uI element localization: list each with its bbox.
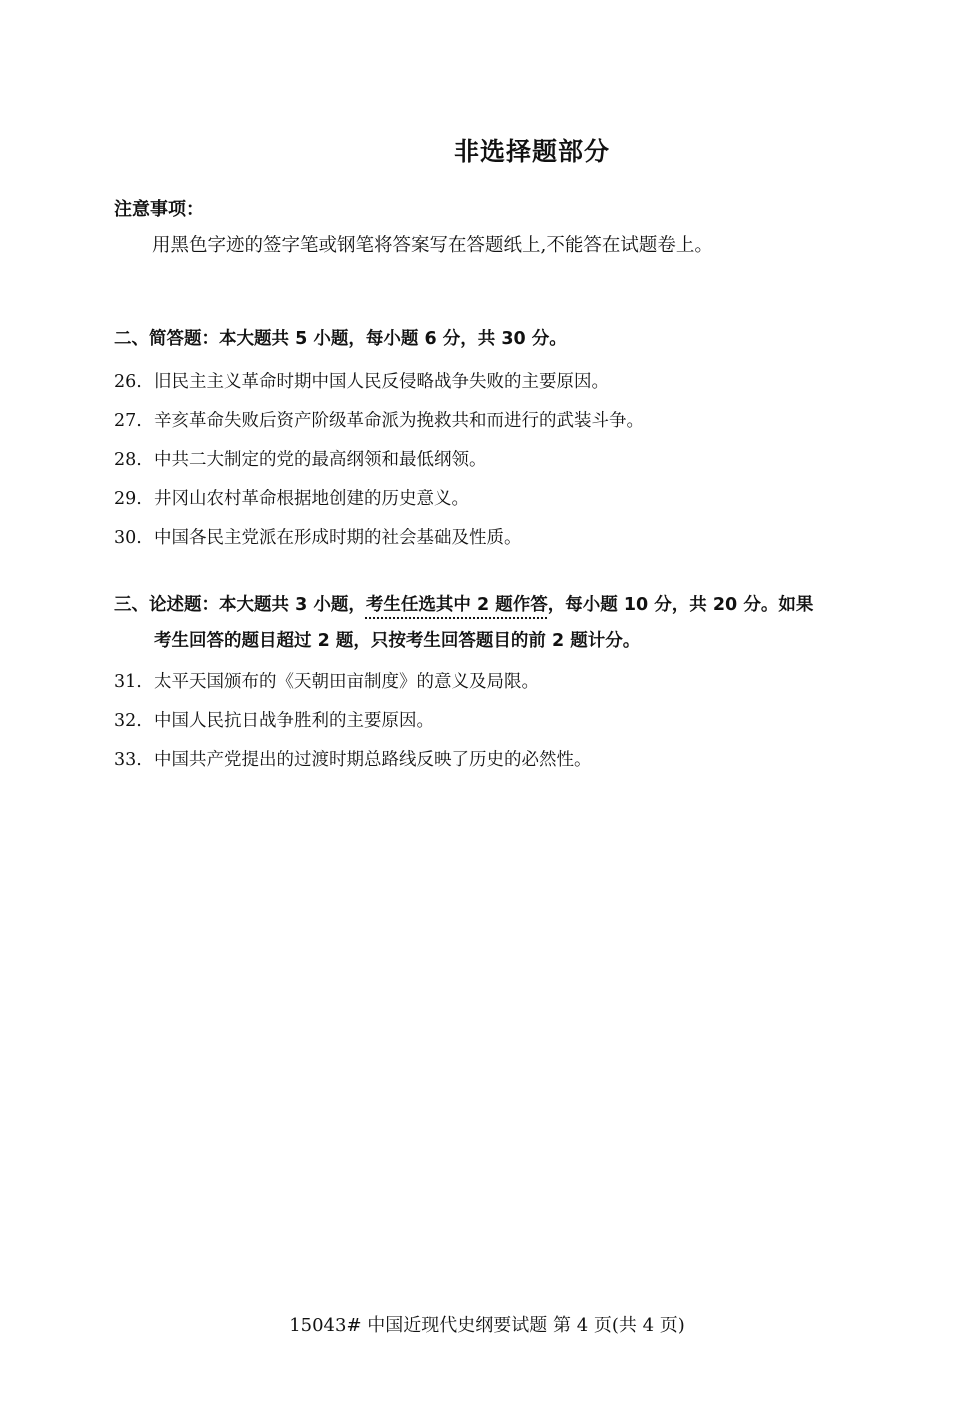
section-3-heading xyxy=(114,587,813,659)
question-number: 30. xyxy=(114,528,142,548)
question-text: 旧民主主义革命时期中国人民反侵略战争失败的主要原因。 xyxy=(154,372,609,392)
notice-heading: 注意事项： xyxy=(114,199,204,220)
section-3-heading-part2: ，每小题 10 分，共 20 分。如果 xyxy=(547,595,814,615)
question-number: 32. xyxy=(114,711,142,731)
question-26 xyxy=(114,368,609,393)
question-number: 33. xyxy=(114,750,142,770)
question-31 xyxy=(114,668,539,693)
question-text: 井冈山农村革命根据地创建的历史意义。 xyxy=(154,489,469,509)
question-number: 31. xyxy=(114,672,142,692)
section-2-heading: 二、简答题：本大题共 5 小题，每小题 6 分，共 30 分。 xyxy=(114,329,567,349)
question-text: 中国各民主党派在形成时期的社会基础及性质。 xyxy=(154,528,522,548)
section-3-heading-line2: 考生回答的题目超过 2 题，只按考生回答题目的前 2 题计分。 xyxy=(154,631,641,651)
question-30 xyxy=(114,524,522,549)
question-text: 中共二大制定的党的最高纲领和最低纲领。 xyxy=(154,450,487,470)
question-33 xyxy=(114,746,592,771)
section-3-heading-emphasis: 考生任选其中 2 题作答 xyxy=(365,595,548,615)
question-29 xyxy=(114,485,469,510)
section-3-heading-part1: 三、论述题：本大题共 3 小题， xyxy=(114,595,366,615)
question-number: 29. xyxy=(114,489,142,509)
question-number: 28. xyxy=(114,450,142,470)
page-footer: 15043# 中国近现代史纲要试题 第 4 页(共 4 页) xyxy=(289,1315,685,1336)
question-number: 27. xyxy=(114,411,142,431)
question-text: 中国人民抗日战争胜利的主要原因。 xyxy=(154,711,434,731)
question-number: 26. xyxy=(114,372,142,392)
page-title: 非选择题部分 xyxy=(453,137,610,166)
notice-text: 用黑色字迹的签字笔或钢笔将答案写在答题纸上,不能答在试题卷上。 xyxy=(152,235,713,256)
question-32 xyxy=(114,707,434,732)
question-text: 辛亥革命失败后资产阶级革命派为挽救共和而进行的武装斗争。 xyxy=(154,411,644,431)
question-text: 太平天国颁布的《天朝田亩制度》的意义及局限。 xyxy=(154,672,539,692)
question-27 xyxy=(114,407,644,432)
question-text: 中国共产党提出的过渡时期总路线反映了历史的必然性。 xyxy=(154,750,592,770)
question-28 xyxy=(114,446,487,471)
